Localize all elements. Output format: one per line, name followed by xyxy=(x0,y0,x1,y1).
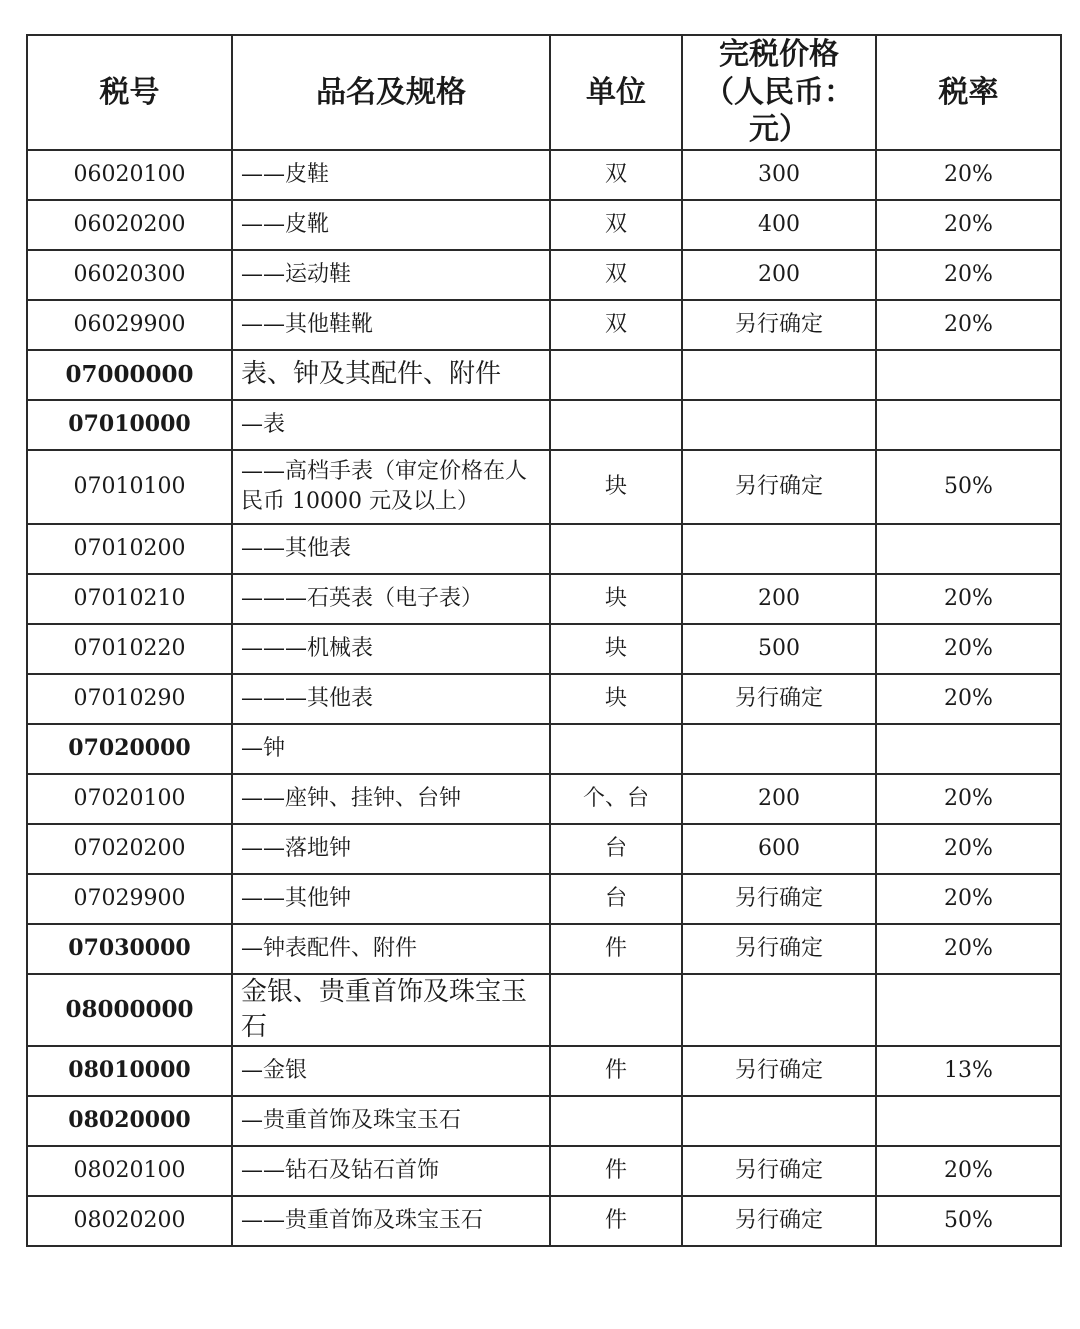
table-row xyxy=(27,450,1061,524)
item-name-cell: 表、钟及其配件、附件 xyxy=(232,350,550,400)
unit-cell: 台 xyxy=(550,874,682,924)
dutiable-price-cell xyxy=(682,724,876,774)
tax-code-cell: 06020300 xyxy=(27,250,232,300)
dutiable-price-cell: 另行确定 xyxy=(682,1196,876,1246)
table-row xyxy=(27,524,1061,574)
unit-cell: 件 xyxy=(550,1146,682,1196)
dutiable-price-cell: 另行确定 xyxy=(682,1146,876,1196)
tax-code-cell: 07010100 xyxy=(27,450,232,524)
unit-cell: 双 xyxy=(550,200,682,250)
item-name-cell: —金银 xyxy=(232,1046,550,1096)
unit-cell: 双 xyxy=(550,300,682,350)
table-row xyxy=(27,674,1061,724)
tax-rate-cell xyxy=(876,524,1061,574)
unit-cell: 块 xyxy=(550,450,682,524)
tax-rate-cell: 20% xyxy=(876,574,1061,624)
unit-cell: 件 xyxy=(550,1196,682,1246)
tariff-table xyxy=(26,34,1062,1247)
unit-cell: 块 xyxy=(550,674,682,724)
header-item-name: 品名及规格 xyxy=(232,35,550,150)
dutiable-price-cell xyxy=(682,1096,876,1146)
table-row xyxy=(27,1196,1061,1246)
table-row xyxy=(27,150,1061,200)
unit-cell: 块 xyxy=(550,574,682,624)
table-row xyxy=(27,974,1061,1046)
item-name-cell: —钟 xyxy=(232,724,550,774)
table-body xyxy=(27,150,1061,1246)
unit-cell xyxy=(550,1096,682,1146)
table-row xyxy=(27,1046,1061,1096)
tax-code-cell: 06020200 xyxy=(27,200,232,250)
tax-rate-cell: 50% xyxy=(876,1196,1061,1246)
dutiable-price-cell: 另行确定 xyxy=(682,300,876,350)
tax-code-cell: 07010290 xyxy=(27,674,232,724)
tax-rate-cell: 20% xyxy=(876,674,1061,724)
unit-cell xyxy=(550,400,682,450)
item-name-cell: —钟表配件、附件 xyxy=(232,924,550,974)
tax-code-cell: 07010210 xyxy=(27,574,232,624)
item-name-cell: ———其他表 xyxy=(232,674,550,724)
dutiable-price-cell: 200 xyxy=(682,574,876,624)
tax-code-cell: 07020200 xyxy=(27,824,232,874)
item-name-cell: ——高档手表（审定价格在人民币 10000 元及以上） xyxy=(232,450,550,524)
unit-cell: 块 xyxy=(550,624,682,674)
tax-rate-cell: 20% xyxy=(876,824,1061,874)
header-price-line1: 完税价格 xyxy=(719,37,839,72)
tax-rate-cell: 20% xyxy=(876,1146,1061,1196)
unit-cell xyxy=(550,524,682,574)
table-row xyxy=(27,874,1061,924)
dutiable-price-cell: 300 xyxy=(682,150,876,200)
tax-code-cell: 08010000 xyxy=(27,1046,232,1096)
item-name-cell: ——落地钟 xyxy=(232,824,550,874)
item-name-cell: ——皮鞋 xyxy=(232,150,550,200)
table-row xyxy=(27,624,1061,674)
tariff-document xyxy=(26,34,1060,1247)
unit-cell: 个、台 xyxy=(550,774,682,824)
header-unit: 单位 xyxy=(550,35,682,150)
table-row xyxy=(27,300,1061,350)
tax-code-cell: 07010220 xyxy=(27,624,232,674)
item-name-cell: —贵重首饰及珠宝玉石 xyxy=(232,1096,550,1146)
tax-code-cell: 06020100 xyxy=(27,150,232,200)
tax-rate-cell: 20% xyxy=(876,624,1061,674)
item-name-cell: ——座钟、挂钟、台钟 xyxy=(232,774,550,824)
tax-rate-cell: 20% xyxy=(876,924,1061,974)
item-name-cell: ——皮靴 xyxy=(232,200,550,250)
header-row xyxy=(27,35,1061,150)
table-row xyxy=(27,1096,1061,1146)
dutiable-price-cell: 另行确定 xyxy=(682,674,876,724)
unit-cell xyxy=(550,974,682,1046)
unit-cell: 台 xyxy=(550,824,682,874)
tax-code-cell: 07020100 xyxy=(27,774,232,824)
tax-rate-cell: 50% xyxy=(876,450,1061,524)
unit-cell: 件 xyxy=(550,1046,682,1096)
dutiable-price-cell: 另行确定 xyxy=(682,874,876,924)
dutiable-price-cell xyxy=(682,974,876,1046)
item-name-cell: ———机械表 xyxy=(232,624,550,674)
tax-rate-cell: 20% xyxy=(876,150,1061,200)
dutiable-price-cell: 另行确定 xyxy=(682,1046,876,1096)
item-name-cell: ——其他钟 xyxy=(232,874,550,924)
table-row xyxy=(27,350,1061,400)
dutiable-price-cell: 另行确定 xyxy=(682,450,876,524)
dutiable-price-cell: 另行确定 xyxy=(682,924,876,974)
item-name-cell: ——钻石及钻石首饰 xyxy=(232,1146,550,1196)
header-price-line2: （人民币：元） xyxy=(704,74,854,147)
tax-rate-cell: 20% xyxy=(876,774,1061,824)
unit-cell xyxy=(550,724,682,774)
dutiable-price-cell: 600 xyxy=(682,824,876,874)
tax-rate-cell xyxy=(876,350,1061,400)
tax-rate-cell: 13% xyxy=(876,1046,1061,1096)
item-name-cell: ——贵重首饰及珠宝玉石 xyxy=(232,1196,550,1246)
header-tax-code: 税号 xyxy=(27,35,232,150)
item-name-cell: ———石英表（电子表） xyxy=(232,574,550,624)
dutiable-price-cell: 200 xyxy=(682,774,876,824)
item-name-cell: —表 xyxy=(232,400,550,450)
tax-code-cell: 06029900 xyxy=(27,300,232,350)
dutiable-price-cell xyxy=(682,400,876,450)
tax-code-cell: 07010200 xyxy=(27,524,232,574)
dutiable-price-cell: 500 xyxy=(682,624,876,674)
item-name-cell: ——其他表 xyxy=(232,524,550,574)
tax-code-cell: 07010000 xyxy=(27,400,232,450)
tax-rate-cell xyxy=(876,724,1061,774)
tax-rate-cell xyxy=(876,1096,1061,1146)
item-name-cell: ——其他鞋靴 xyxy=(232,300,550,350)
tax-code-cell: 07000000 xyxy=(27,350,232,400)
unit-cell: 双 xyxy=(550,150,682,200)
tax-rate-cell: 20% xyxy=(876,250,1061,300)
table-header xyxy=(27,35,1061,150)
tax-rate-cell: 20% xyxy=(876,200,1061,250)
table-row xyxy=(27,200,1061,250)
tax-rate-cell: 20% xyxy=(876,874,1061,924)
tax-rate-cell xyxy=(876,400,1061,450)
unit-cell: 件 xyxy=(550,924,682,974)
table-row xyxy=(27,774,1061,824)
item-name-cell: ——运动鞋 xyxy=(232,250,550,300)
tax-code-cell: 07020000 xyxy=(27,724,232,774)
table-row xyxy=(27,400,1061,450)
dutiable-price-cell: 400 xyxy=(682,200,876,250)
item-name-cell: 金银、贵重首饰及珠宝玉石 xyxy=(232,974,550,1046)
unit-cell: 双 xyxy=(550,250,682,300)
tax-code-cell: 07030000 xyxy=(27,924,232,974)
dutiable-price-cell xyxy=(682,524,876,574)
dutiable-price-cell xyxy=(682,350,876,400)
tax-code-cell: 08020200 xyxy=(27,1196,232,1246)
tax-code-cell: 08000000 xyxy=(27,974,232,1046)
header-dutiable-price xyxy=(682,35,876,150)
dutiable-price-cell: 200 xyxy=(682,250,876,300)
table-row xyxy=(27,924,1061,974)
table-row xyxy=(27,724,1061,774)
tax-code-cell: 07029900 xyxy=(27,874,232,924)
table-row xyxy=(27,250,1061,300)
unit-cell xyxy=(550,350,682,400)
table-row xyxy=(27,574,1061,624)
tax-rate-cell xyxy=(876,974,1061,1046)
tax-code-cell: 08020100 xyxy=(27,1146,232,1196)
header-tax-rate: 税率 xyxy=(876,35,1061,150)
tax-code-cell: 08020000 xyxy=(27,1096,232,1146)
table-row xyxy=(27,1146,1061,1196)
tax-rate-cell: 20% xyxy=(876,300,1061,350)
table-row xyxy=(27,824,1061,874)
